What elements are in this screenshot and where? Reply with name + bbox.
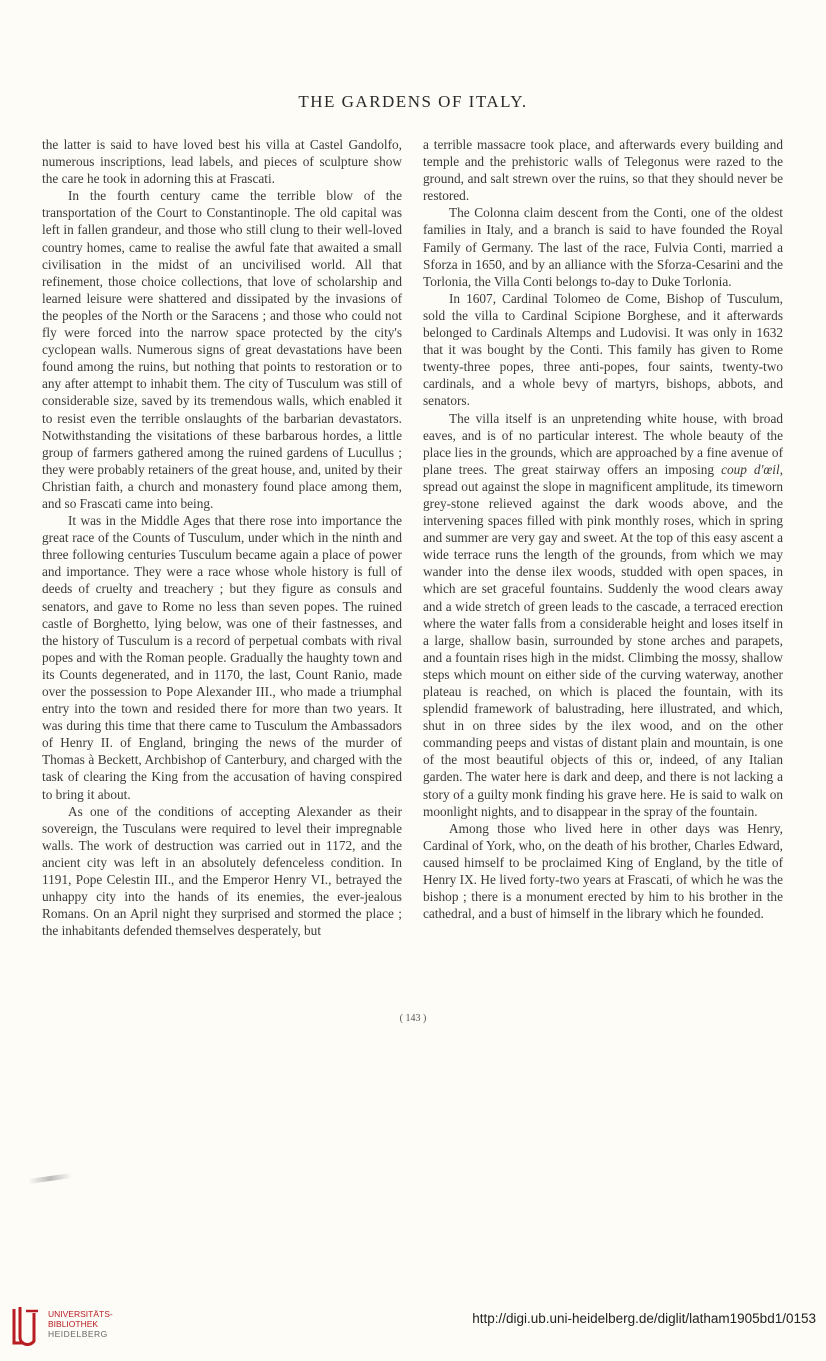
page-title: THE GARDENS OF ITALY.: [298, 92, 528, 111]
page-number: ( 143 ): [399, 1013, 427, 1024]
footer-bar: [0, 1295, 826, 1361]
italic-phrase: coup d'œil: [721, 461, 780, 477]
library-name-line: BIBLIOTHEK: [48, 1319, 99, 1329]
library-logo-icon: [8, 1303, 42, 1351]
paragraph-text: The villa itself is an unpretending white house, with broad eaves, and is of no particular interest. The whole beauty of the place lies in the grounds, which are approached by a fine avenue of plane trees. The great stairway offers an imposing: [423, 410, 783, 477]
paragraph-text: , spread out against the slope in magnificent amplitude, its timeworn grey-stone relieved against the dark woods above, and the intervening spaces filled with pink monthly roses, which in spring and summer are very gay and sweet. At the top of this easy ascent a wide terrace runs the length of the grounds, from which we may wander into the dense ilex woods, studded with open spaces, in which are set graceful fountains. Suddenly the wood clears away and a wide stretch of green leads to the cascade, a terraced erection where the water falls from a considerable height and loses itself in a large, shallow basin, surrounded by stone arches and parapets, and a fountain rises high in the midst. Climbing the mossy, shallow steps which mount on either side of the curving waterway, another plateau is reached, on which is placed the fountain, with its splendid framework of balustrading, here illustrated, and which, shut in on three sides by the ilex wood, and on the other commanding peeps and vistas of distant plain and mountain, is one of the most beautiful objects of this or, indeed, of any Italian garden. The water here is dark and deep, and there is not lacking a story of a guilty monk finding his grave here. He is said to walk on moonlight nights, and to disappear in the spray of the fountain.: [423, 461, 784, 819]
paragraph: [423, 410, 783, 820]
library-name-line: UNIVERSITÄTS-: [48, 1309, 113, 1319]
right-column: [423, 136, 783, 922]
paragraph: The Colonna claim descent from the Conti, one of the oldest families in Italy, and a branch is said to have founded the Royal Family of Germany. The last of the race, Fulvia Conti, married a Sforza in 1650, and by an alliance with the Sforza-Cesarini and the Torlonia, the Villa Conti belongs to-day to Duke Torlonia.: [423, 205, 783, 289]
paragraph: It was in the Middle Ages that there rose into importance the great race of the Counts of Tusculum, under which in the ninth and three following centuries Tusculum became again a place of power and importance. They were a race whose whole history is full of deeds of cruelty and treachery ; but they figure as consuls and senators, and gave to Rome no less than seven popes. The ruined castle of Borghetto, lying below, was one of their fastnesses, and the history of Tusculum is a record of perpetual combats with rival popes and with the Roman people. Gradually the haughty town and its Counts degenerated, and in 1170, the last, Count Ranio, made over the possession to Pope Alexander III., who made a triumphal entry into the town and resided there for more than two years. It was during this time that there came to Tusculum the Ambassadors of Henry II. of England, bringing the news of the murder of Thomas à Beckett, Archbishop of Canterbury, and charged with the task of clearing the King from the accusation of having conspired to bring it about.: [42, 513, 402, 802]
paragraph: a terrible massacre took place, and afterwards every building and temple and the prehistoric walls of Telegonus were razed to the ground, and salt strewn over the ruins, so that they should never be restored.: [423, 137, 783, 204]
paragraph: As one of the conditions of accepting Alexander as their sovereign, the Tusculans were required to level their impregnable walls. The work of destruction was carried out in 1172, and the ancient city was left in an absolutely defenceless condition. In 1191, Pope Celestin III., and the Emperor Henry VI., betrayed the unhappy city into the hands of its enemies, the ever-jealous Romans. On an April night they surprised and stormed the place ; the inhabitants defended themselves desperately, but: [42, 803, 402, 939]
left-column: [42, 136, 402, 939]
library-name: [48, 1309, 113, 1339]
paragraph: Among those who lived here in other days was Henry, Cardinal of York, who, on the death of his brother, Charles Edward, caused himself to be proclaimed King of England, by the title of Henry IX. He lived forty-two years at Frascati, of which he was the bishop ; there is a monument erected by him to his brother in the cathedral, and a bust of himself in the library which he founded.: [423, 820, 783, 922]
paragraph: the latter is said to have loved best his villa at Castel Gandolfo, numerous inscriptions, lead labels, and pieces of sculpture show the care he took in adorning this at Frascati.: [42, 137, 402, 187]
scan-smudge: [28, 1173, 72, 1184]
paragraph: In 1607, Cardinal Tolomeo de Come, Bishop of Tusculum, sold the villa to Cardinal Scipione Borghese, and it afterwards belonged to Cardinals Altemps and Ludovisi. It was only in 1632 that it was bought by the Conti. This family has given to Rome twenty-three popes, three anti-popes, four saints, twenty-two cardinals, and a whole bevy of martyrs, bishops, abbots, and senators.: [423, 290, 783, 409]
source-url-link[interactable]: http://digi.ub.uni-heidelberg.de/diglit/latham1905bd1/0153: [472, 1311, 816, 1326]
paragraph: In the fourth century came the terrible blow of the transportation of the Court to Constantinople. The old capital was left in fallen grandeur, and those who still clung to their well-loved country homes, came to realise the awful fate that awaited a small civilisation in the midst of an uncivilised world. All that refinement, those choice collections, that love of scholarship and learned leisure were shattered and dissipated by the invasions of the peoples of the North or the Saracens ; and those who could not fly were forced into the narrow space protected by the city's cyclopean walls. Numerous signs of great devastations have been found among the ruins, but nothing that points to restoration or to any after attempt to inhabit them. The city of Tusculum was still of considerable size, saved by its tremendous walls, which enabled it to resist even the terrible onslaughts of the barbarian devastators. Notwithstanding the visitations of these barbarous hordes, a little group of farmers gathered among the ruined gardens of Lucullus ; they were probably retainers of the great house, and, united by their Christian faith, a church and monastery found place among them, and so Frascati came into being.: [42, 188, 402, 511]
library-name-line: HEIDELBERG: [48, 1329, 108, 1339]
